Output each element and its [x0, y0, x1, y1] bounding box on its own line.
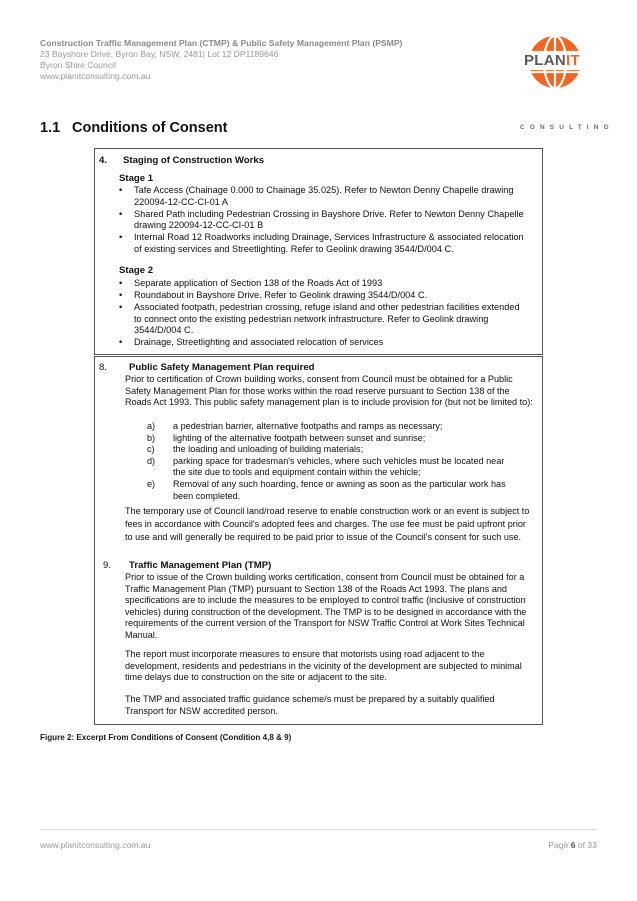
- stage-2-list: [119, 278, 529, 349]
- header-website: www.planitconsulting.com.au: [40, 71, 151, 81]
- condition-8-fees: The temporary use of Council land/road reserve to enable construction work or an event is subject to fees in accordance with Council's adopted fees and charges. The use fee must be paid upfront prior to use and will generally be required to be paid prior to issue of the Council's consent for such use.: [125, 506, 530, 542]
- document-title: Construction Traffic Management Plan (CTMP) & Public Safety Management Plan (PSMP): [40, 38, 403, 48]
- list-item: b) lighting of the alternative footpath between sunset and sunrise;: [147, 432, 426, 443]
- condition-9-para-3: The TMP and associated traffic guidance scheme/s must be prepared by a suitably qualified Transport for NSW accredited person.: [125, 694, 495, 716]
- list-item: c) the loading and unloading of building materials;: [147, 444, 364, 455]
- list-item: a) a pedestrian barrier, alternative footpaths and ramps as necessary;: [147, 421, 443, 431]
- list-item: • Internal Road 12 Roadworks including Drainage, Services Infrastructure & associated relocation of existing services and Streetlighting. Refer to Geolink drawing 3544/D/004 C.: [119, 232, 529, 255]
- stage-1-label: Stage 1: [119, 173, 154, 184]
- planit-logo: [505, 34, 614, 131]
- list-item: • Drainage, Streetlighting and associated relocation of services: [119, 337, 529, 349]
- document-header: [40, 38, 460, 82]
- stage-1-list: [119, 185, 529, 256]
- footer-divider: [40, 829, 597, 830]
- list-item: • Roundabout in Bayshore Drive. Refer to Geolink drawing 3544/D/004 C.: [119, 290, 529, 302]
- section-title: Conditions of Consent: [72, 120, 228, 136]
- consulting-wordmark: CONSULTING: [520, 124, 614, 131]
- list-item: • Associated footpath, pedestrian crossing, refuge island and other pedestrian facilities extended to connect onto the existing pedestrian network infrastructure. Refer to Geolink drawing 3544/D/004 C.: [119, 302, 529, 337]
- footer-website: www.planitconsulting.com.au: [40, 840, 151, 850]
- section-heading: [40, 120, 227, 136]
- page-number: 6: [570, 840, 576, 850]
- list-item: • Shared Path including Pedestrian Crossing in Bayshore Drive. Refer to Newton Denny Chapelle drawing 220094-12-CC-CI-01 B: [119, 209, 529, 232]
- provision-list: [147, 421, 507, 502]
- figure-caption: Figure 2: Excerpt From Conditions of Consent (Condition 4,8 & 9): [40, 733, 292, 742]
- list-item: • Tafe Access (Chainage 0.000 to Chainage 35.025). Refer to Newton Denny Chapelle drawing 220094-12-CC-CI-01 A: [119, 185, 529, 208]
- list-item: e) Removal of any such hoarding, fence or awning as soon as the particular work has been completed.: [147, 478, 506, 501]
- council-name: Byron Shire Council: [40, 60, 116, 70]
- condition-8-intro: Prior to certification of Crown building works, consent from Council must be obtained for a Public Safety Management Plan for those works within the road reserve pursuant to Section 138 of the Roads Act 1993. This public safety management plan is to include provision for (but not be limited to):: [125, 374, 533, 408]
- page-indicator: Page 6 of 33: [548, 840, 597, 850]
- condition-4-box: 4. Staging of Construction Works Stage 1 • Tafe Access (Chainage 0.000 to Chainage 35.025). Refer to Newton Denny Chapelle drawing 220094-12-CC-CI-01 A • Shared Path including Pedestrian Crossing in Bayshore Drive. Refer to Newton Denny Chapelle drawing 220094-12-CC-CI-01 B • Internal Road 12 Roadworks including Drainage, Services Infrastructure & associated relocation of existing services and Streetlighting. Refer to Geolink drawing 3544/D/004 C. Stage 2 • Separate application of Section 138 of the Roads Act of 1993 • Roundabout in Bayshore Drive. Refer to Geolink drawing 3544/D/004 C. • Associated footpath, pedestrian crossing, refuge island and other pedestrian facilities extended to connect onto the existing pedestrian network infrastructure. Refer to Geolink drawing 3544/D/004 C. • Drainage, Streetlighting and associated relocation of services: [94, 148, 543, 355]
- section-number: 1.1: [40, 120, 61, 136]
- condition-9-para-1: Prior to issue of the Crown building works certification, consent from Council must be obtained for a Traffic Management Plan (TMP) pursuant to Section 138 of the Roads Act 1993. The plans and specifications are to include the measures to be employed to control traffic (inclusive of construction vehicles) during construction of the development. The TMP is to be designed in accordance with the requirements of the current version of the Transport for NSW Traffic Control at Work Sites Technical Manual.: [125, 572, 527, 640]
- list-item: • Separate application of Section 138 of the Roads Act of 1993: [119, 278, 529, 290]
- condition-9-para-2: The report must incorporate measures to ensure that motorists using road adjacent to the development, residents and pedestrians in the vicinity of the development are subjected to minimal time delays due to construction on the site or adjacent to the site.: [125, 649, 522, 683]
- stage-2-label: Stage 2: [119, 265, 154, 276]
- list-item: d) parking space for tradesman's vehicles, where such vehicles must be located near the site due to tools and equipment contain within the vehicle;: [147, 455, 505, 478]
- condition-8-9-box: 8. Public Safety Management Plan required Prior to certification of Crown building works, consent from Council must be obtained for a Public Safety Management Plan for those works within the road reserve pursuant to Section 138 of the Roads Act 1993. This public safety management plan is to include provision for (but not be limited to): a) a pedestrian barrier, alternative footpaths and ramps as necessary; b) lighting of the alternative footpath between sunset and sunrise; c) the loading and unloading of building materials; d) parking space for tradesman's vehicles, where such vehicles must be located near the site due to tools and equipment contain within the vehicle; e) Removal of any such hoarding, fence or awning as soon as the particular work has been completed. The temporary use of Council land/road reserve to enable construction work or an event is subject to fees in accordance with Council's adopted fees and charges. The use fee must be paid upfront prior to use and will generally be required to be paid prior to issue of the Council's consent for such use. 9. Traffic Management Plan (TMP) Prior to issue of the Crown building works certification, consent from Council must be obtained for a Traffic Management Plan (TMP) pursuant to Section 138 of the Roads Act 1993. The plans and specifications are to include the measures to be employed to control traffic (inclusive of construction vehicles) during construction of the development. The TMP is to be designed in accordance with the requirements of the current version of the Transport for NSW Traffic Control at Work Sites Technical Manual. The report must incorporate measures to ensure that motorists using road adjacent to the development, residents and pedestrians in the vicinity of the development are subjected to minimal time delays due to construction on the site or adjacent to the site. The TMP and associated traffic guidance scheme/s must be prepared by a suitably qualified Transport for NSW accredited person.: [94, 356, 543, 725]
- planit-wordmark: PLANIT: [524, 52, 580, 69]
- site-address: 23 Bayshore Drive, Byron Bay, NSW, 2481| Lot 12 DP1189646: [40, 49, 279, 59]
